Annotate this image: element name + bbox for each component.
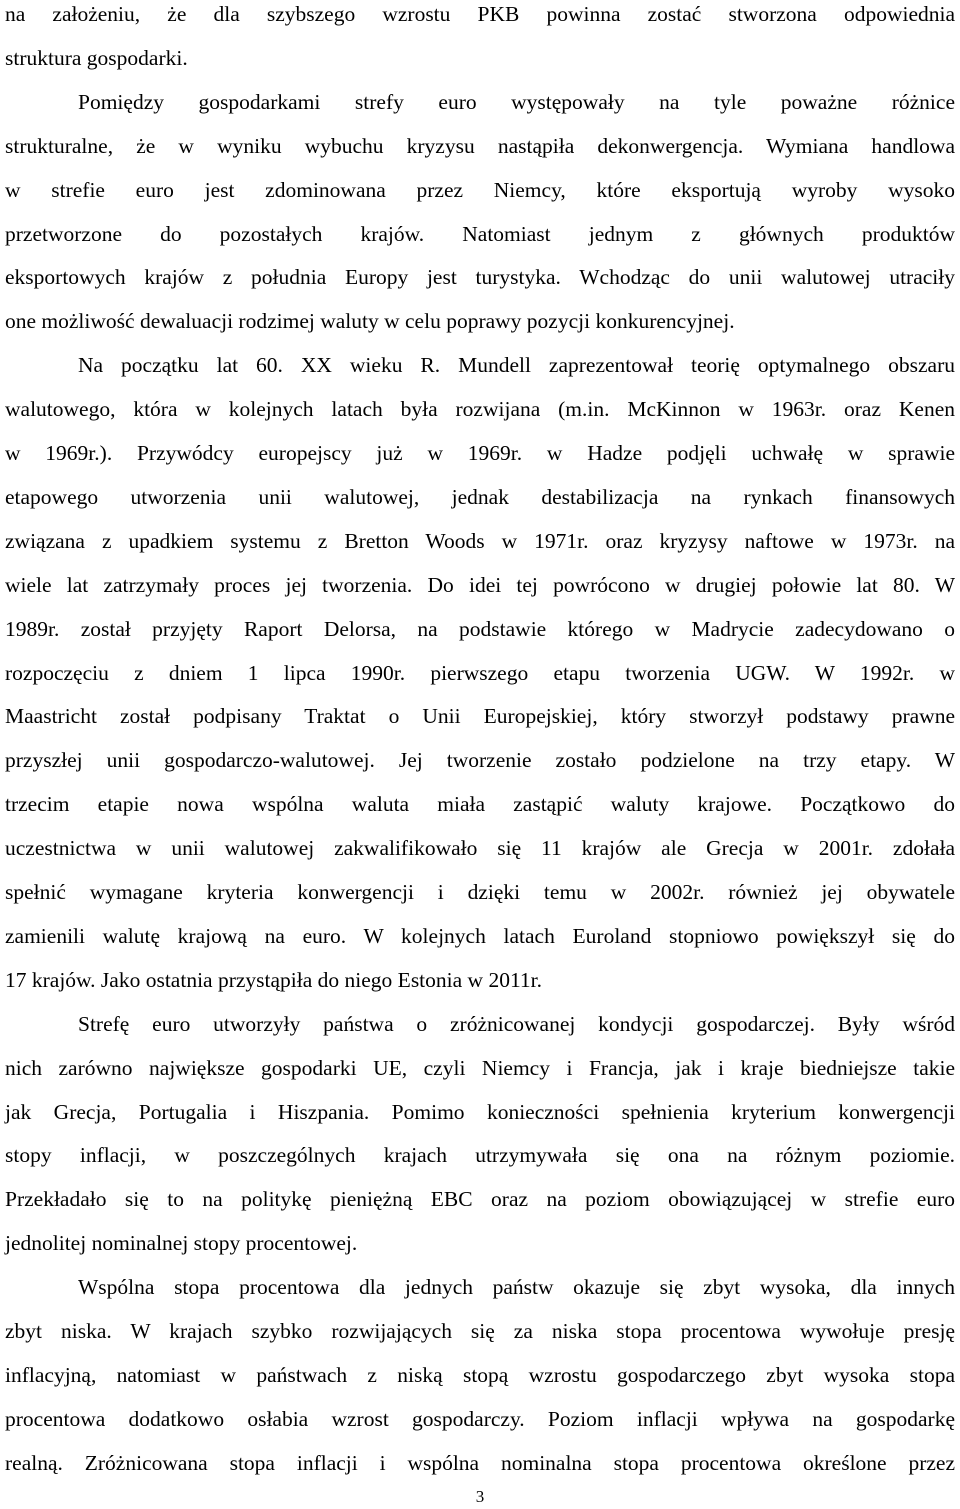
text-line: strukturalne, że w wyniku wybuchu kryzysu nastąpiła dekonwergencja. Wymiana handlowa	[5, 133, 955, 158]
text-line: eksportowych krajów z południa Europy jest turystyka. Wchodząc do unii walutowej utraciły	[5, 265, 955, 290]
text-line: one możliwość dewaluacji rodzimej waluty w celu poprawy pozycji konkurencyjnej.	[5, 309, 735, 334]
text-line: stopy inflacji, w poszczególnych krajach utrzymywała się ona na różnym poziomie.	[5, 1143, 955, 1168]
text-line: procentowa dodatkowo osłabia wzrost gospodarczy. Poziom inflacji wpływa na gospodarkę	[5, 1406, 955, 1431]
text-line: walutowego, która w kolejnych latach była rozwijana (m.in. McKinnon w 1963r. oraz Kenen	[5, 397, 955, 422]
text-line: jak Grecja, Portugalia i Hiszpania. Pomimo konieczności spełnienia kryterium konwergencji	[5, 1099, 955, 1124]
text-line: Strefę euro utworzyły państwa o zróżnicowanej kondycji gospodarczej. Były wśród	[78, 1011, 955, 1036]
text-line: Pomiędzy gospodarkami strefy euro występowały na tyle poważne różnice	[78, 89, 955, 114]
text-line: wiele lat zatrzymały proces jej tworzenia. Do idei tej powrócono w drugiej połowie lat 80. W	[5, 572, 955, 597]
text-line: Wspólna stopa procentowa dla jednych państw okazuje się zbyt wysoka, dla innych	[78, 1275, 955, 1300]
text-line: nich zarówno największe gospodarki UE, czyli Niemcy i Francja, jak i kraje biedniejsze takie	[5, 1055, 955, 1080]
text-line: inflacyjną, natomiast w państwach z niską stopą wzrostu gospodarczego zbyt wysoka stopa	[5, 1362, 955, 1387]
text-line: 17 krajów. Jako ostatnia przystąpiła do niego Estonia w 2011r.	[5, 967, 542, 992]
text-line: struktura gospodarki.	[5, 45, 188, 70]
text-line: Maastricht został podpisany Traktat o Unii Europejskiej, który stworzył podstawy prawne	[5, 704, 955, 729]
text-line: w 1969r.). Przywódcy europejscy już w 1969r. w Hadze podjęli uchwałę w sprawie	[5, 441, 955, 465]
text-line: przetworzone do pozostałych krajów. Natomiast jednym z głównych produktów	[5, 221, 955, 246]
text-line: związana z upadkiem systemu z Bretton Woods w 1971r. oraz kryzysy naftowe w 1973r. na	[5, 528, 955, 553]
text-line: rozpoczęciu z dniem 1 lipca 1990r. pierwszego etapu tworzenia UGW. W 1992r. w	[5, 660, 955, 685]
text-line: zamienili walutę krajową na euro. W kolejnych latach Euroland stopniowo powiększył się do	[5, 923, 955, 948]
text-line: w strefie euro jest zdominowana przez Niemcy, które eksportują wyroby wysoko	[5, 177, 955, 202]
text-line: spełnić wymagane kryteria konwergencji i dzięki temu w 2002r. również jej obywatele	[5, 880, 955, 904]
text-line: Na początku lat 60. XX wieku R. Mundell zaprezentował teorię optymalnego obszaru	[78, 353, 955, 378]
text-line: na założeniu, że dla szybszego wzrostu PKB powinna zostać stworzona odpowiednia	[5, 2, 955, 26]
text-line: Przekładało się to na politykę pieniężną EBC oraz na poziom obowiązującej w strefie euro	[5, 1187, 955, 1212]
text-line: jednolitej nominalnej stopy procentowej.	[5, 1231, 358, 1256]
text-line: zbyt niska. W krajach szybko rozwijających się za niska stopa procentowa wywołuje presję	[5, 1319, 955, 1343]
text-line: przyszłej unii gospodarczo-walutowej. Jej tworzenie zostało podzielone na trzy etapy. W	[5, 748, 955, 773]
text-line: 1989r. został przyjęty Raport Delorsa, na podstawie którego w Madrycie zadecydowano o	[5, 616, 955, 641]
text-line: realną. Zróżnicowana stopa inflacji i wspólna nominalna stopa procentowa określone przez	[5, 1450, 955, 1475]
text-line: trzecim etapie nowa wspólna waluta miała zastąpić waluty krajowe. Początkowo do	[5, 792, 955, 817]
text-line: uczestnictwa w unii walutowej zakwalifikowało się 11 krajów ale Grecja w 2001r. zdołała	[5, 836, 955, 861]
text-line: etapowego utworzenia unii walutowej, jednak destabilizacja na rynkach finansowych	[5, 484, 955, 509]
page-number: 3	[475, 1487, 485, 1506]
